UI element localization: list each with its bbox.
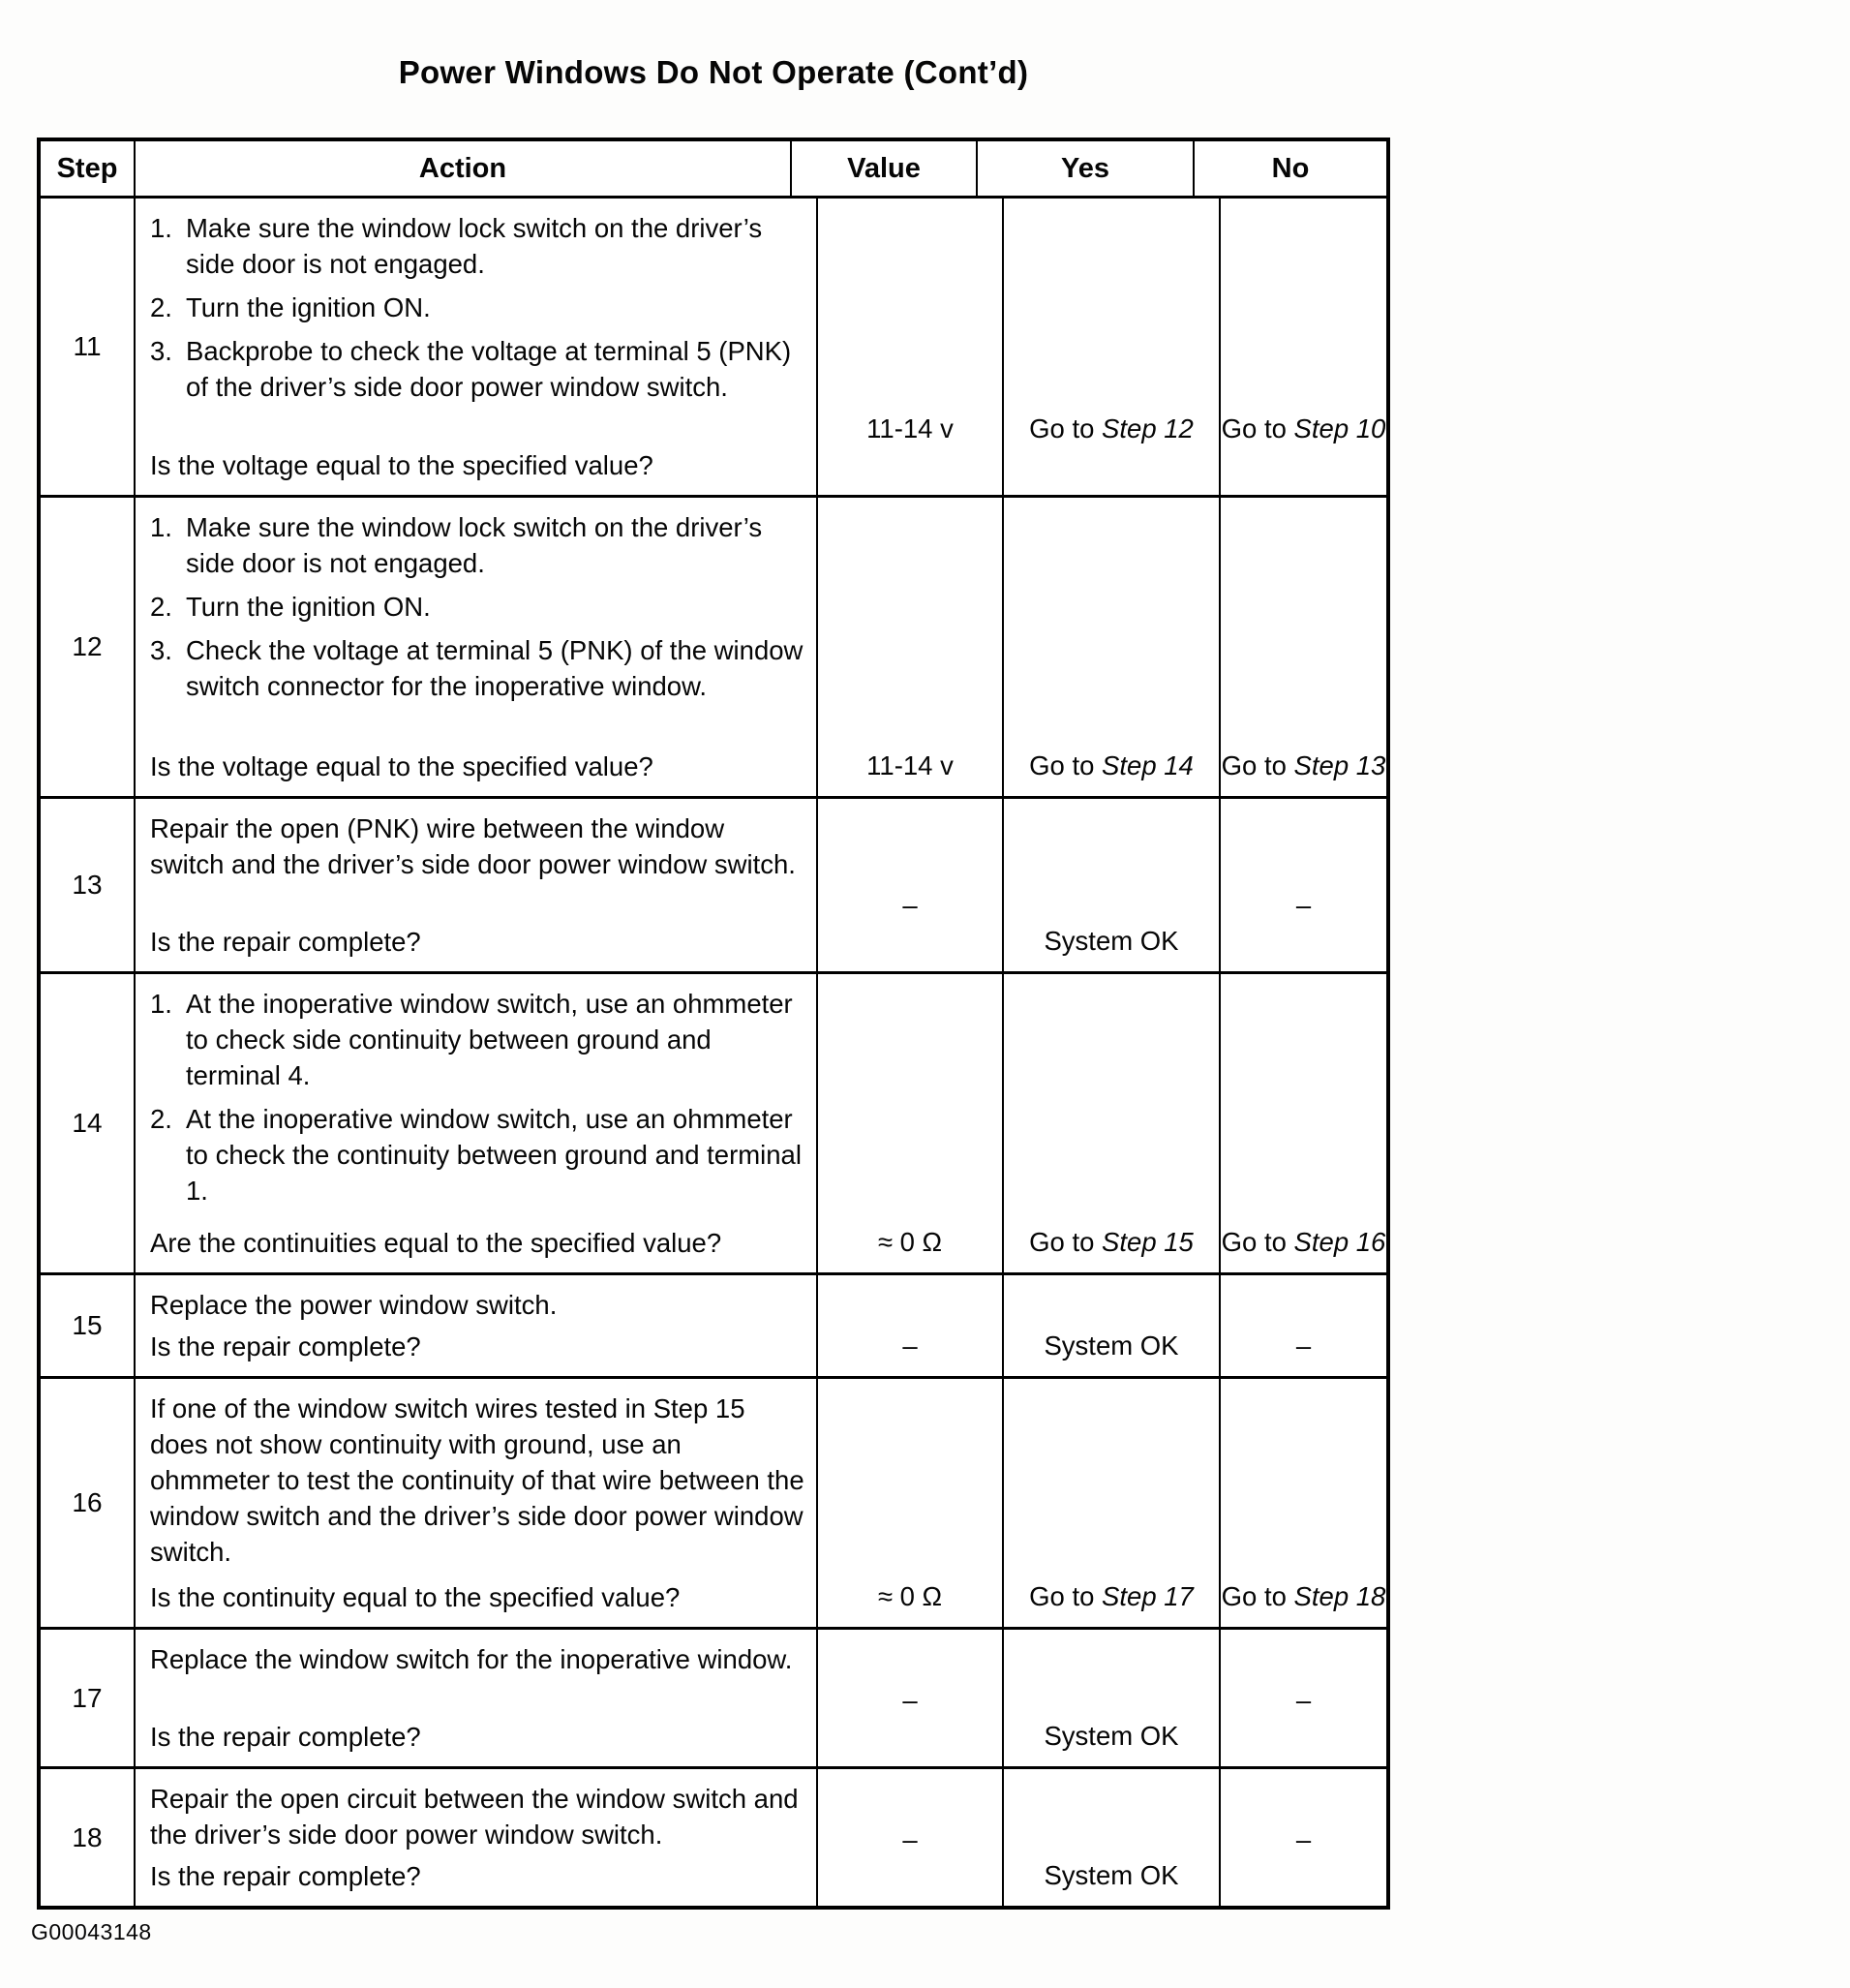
value-text: ≈ 0 Ω	[877, 1227, 943, 1257]
table-row-step-12	[41, 498, 1386, 799]
header-cell-value: Value	[792, 141, 978, 196]
no-cell	[1221, 199, 1386, 495]
table-row-step-17	[41, 1630, 1386, 1769]
no-cell	[1221, 1275, 1386, 1376]
result-text: System OK	[1044, 1860, 1179, 1890]
header-cell-yes: Yes	[978, 141, 1195, 196]
yes-text	[1029, 1224, 1194, 1260]
no-text	[1296, 1682, 1311, 1718]
item-text: At the inoperative window switch, use an ohmmeter to check side continuity between ground and terminal 4.	[186, 989, 793, 1090]
no-text	[1222, 1224, 1386, 1260]
yes-cell	[1004, 1769, 1221, 1906]
action-paragraph: Replace the window switch for the inoperative window.	[150, 1644, 793, 1674]
yes-text	[1029, 411, 1194, 446]
goto-prefix: Go to	[1221, 1227, 1294, 1257]
item-number: 1.	[150, 512, 172, 542]
yes-text	[1029, 748, 1194, 783]
no-cell	[1221, 1630, 1386, 1766]
no-cell	[1221, 1379, 1386, 1627]
item-text: Turn the ignition ON.	[186, 292, 431, 322]
goto-step-ref: Step 12	[1102, 413, 1194, 443]
item-number: 3.	[150, 635, 172, 665]
goto-prefix: Go to	[1221, 413, 1294, 443]
table-row-step-16	[41, 1379, 1386, 1630]
goto-step-ref: Step 16	[1293, 1227, 1386, 1257]
item-text: At the inoperative window switch, use an ohmmeter to check the continuity between ground and terminal 1.	[186, 1104, 802, 1206]
action-paragraph: If one of the window switch wires tested in Step 15 does not show continuity with ground, use an ohmmeter to test the continuity of that wire between the window switch and the driver’s side door power window switch.	[150, 1393, 804, 1567]
result-text: System OK	[1044, 926, 1179, 956]
table-row-step-13	[41, 799, 1386, 974]
action-cell	[136, 1630, 818, 1766]
action-paragraph: Repair the open (PNK) wire between the window switch and the driver’s side door power window switch.	[150, 813, 796, 879]
action-question: Is the repair complete?	[150, 1861, 421, 1891]
item-number: 1.	[150, 213, 172, 243]
goto-step-ref: Step 13	[1293, 750, 1386, 780]
step-number: 17	[41, 1630, 136, 1766]
figure-code: G00043148	[31, 1919, 152, 1944]
step-number: 11	[41, 199, 136, 495]
goto-step-ref: Step 14	[1102, 750, 1194, 780]
action-question: Are the continuities equal to the specified value?	[150, 1228, 722, 1258]
action-cell	[136, 1769, 818, 1906]
table-row-step-11	[41, 199, 1386, 498]
table-row-step-14	[41, 974, 1386, 1275]
header-row	[41, 141, 1386, 199]
action-cell	[136, 498, 818, 796]
goto-prefix: Go to	[1029, 1581, 1103, 1611]
goto-step-ref: Step 10	[1293, 413, 1386, 443]
yes-cell	[1004, 1630, 1221, 1766]
result-text: –	[1295, 1330, 1312, 1361]
result-text: –	[1295, 890, 1312, 920]
result-text: System OK	[1044, 1330, 1179, 1361]
action-question: Is the continuity equal to the specified value?	[150, 1582, 681, 1612]
no-text	[1296, 1821, 1311, 1857]
no-cell	[1221, 498, 1386, 796]
step-number: 13	[41, 799, 136, 971]
value-cell	[818, 974, 1004, 1272]
goto-prefix: Go to	[1029, 1227, 1103, 1257]
item-text: Backprobe to check the voltage at terminal 5 (PNK) of the driver’s side door power window switch.	[186, 336, 792, 402]
no-text	[1296, 1328, 1311, 1363]
action-item	[150, 589, 804, 625]
item-number: 1.	[150, 989, 172, 1019]
value-cell	[818, 1769, 1004, 1906]
goto-step-ref: Step 17	[1102, 1581, 1194, 1611]
item-text: Check the voltage at terminal 5 (PNK) of the window switch connector for the inoperative window.	[186, 635, 804, 701]
header-cell-step: Step	[41, 141, 136, 196]
yes-cell	[1004, 199, 1221, 495]
item-text: Turn the ignition ON.	[186, 592, 431, 622]
action-item	[150, 986, 804, 1093]
item-number: 2.	[150, 1104, 172, 1134]
yes-text	[1044, 1718, 1178, 1754]
action-cell	[136, 199, 818, 495]
yes-cell	[1004, 799, 1221, 971]
diagnostic-table	[37, 138, 1390, 1910]
no-cell	[1221, 974, 1386, 1272]
value-text: –	[902, 1330, 918, 1361]
action-cell	[136, 1275, 818, 1376]
header-cell-action: Action	[136, 141, 792, 196]
goto-prefix: Go to	[1221, 1581, 1294, 1611]
yes-text	[1029, 1578, 1194, 1614]
no-text	[1296, 887, 1311, 923]
action-item	[150, 1101, 804, 1208]
action-cell	[136, 974, 818, 1272]
action-question: Is the repair complete?	[150, 1722, 421, 1752]
value-cell	[818, 498, 1004, 796]
item-number: 3.	[150, 336, 172, 366]
action-item	[150, 333, 804, 405]
step-number: 16	[41, 1379, 136, 1627]
item-number: 2.	[150, 592, 172, 622]
value-text: ≈ 0 Ω	[877, 1581, 943, 1611]
yes-text	[1044, 1857, 1178, 1893]
action-question: Is the repair complete?	[150, 927, 421, 957]
yes-cell	[1004, 1275, 1221, 1376]
value-cell	[818, 199, 1004, 495]
no-text	[1222, 411, 1386, 446]
no-text	[1222, 748, 1386, 783]
result-text: System OK	[1044, 1721, 1179, 1751]
goto-step-ref: Step 18	[1293, 1581, 1386, 1611]
header-cell-no: No	[1271, 152, 1310, 184]
action-paragraph: Repair the open circuit between the window switch and the driver’s side door power window switch.	[150, 1784, 799, 1850]
value-cell	[818, 1630, 1004, 1766]
no-cell	[1221, 1769, 1386, 1906]
step-number: 12	[41, 498, 136, 796]
item-text: Make sure the window lock switch on the driver’s side door is not engaged.	[186, 213, 763, 279]
action-item	[150, 210, 804, 282]
yes-cell	[1004, 974, 1221, 1272]
step-number: 14	[41, 974, 136, 1272]
yes-cell	[1004, 1379, 1221, 1627]
yes-cell	[1004, 498, 1221, 796]
value-text: 11-14 v	[866, 413, 954, 443]
yes-text	[1044, 1328, 1178, 1363]
value-text: –	[902, 1824, 918, 1854]
action-cell	[136, 799, 818, 971]
item-number: 2.	[150, 292, 172, 322]
action-item	[150, 632, 804, 704]
value-cell	[818, 1379, 1004, 1627]
action-paragraph: Replace the power window switch.	[150, 1290, 558, 1320]
page-title: Power Windows Do Not Operate (Cont’d)	[398, 54, 1029, 90]
result-text: –	[1295, 1824, 1312, 1854]
step-number: 15	[41, 1275, 136, 1376]
action-question: Is the repair complete?	[150, 1331, 421, 1361]
value-text: 11-14 v	[866, 750, 954, 780]
step-number: 18	[41, 1769, 136, 1906]
value-cell	[818, 1275, 1004, 1376]
value-text: –	[902, 890, 918, 920]
goto-prefix: Go to	[1029, 750, 1103, 780]
page-content	[31, 54, 1390, 1945]
value-cell	[818, 799, 1004, 971]
no-text	[1222, 1578, 1386, 1614]
goto-prefix: Go to	[1029, 413, 1103, 443]
goto-prefix: Go to	[1221, 750, 1294, 780]
action-cell	[136, 1379, 818, 1627]
goto-step-ref: Step 15	[1102, 1227, 1194, 1257]
action-question: Is the voltage equal to the specified value?	[150, 751, 653, 781]
table-row-step-18	[41, 1769, 1386, 1906]
action-item	[150, 509, 804, 581]
action-item	[150, 290, 804, 325]
table-row-step-15	[41, 1275, 1386, 1379]
value-text: –	[902, 1685, 918, 1715]
item-text: Make sure the window lock switch on the driver’s side door is not engaged.	[186, 512, 763, 578]
result-text: –	[1295, 1685, 1312, 1715]
yes-text	[1044, 923, 1178, 959]
no-cell	[1221, 799, 1386, 971]
action-question: Is the voltage equal to the specified value?	[150, 450, 653, 480]
